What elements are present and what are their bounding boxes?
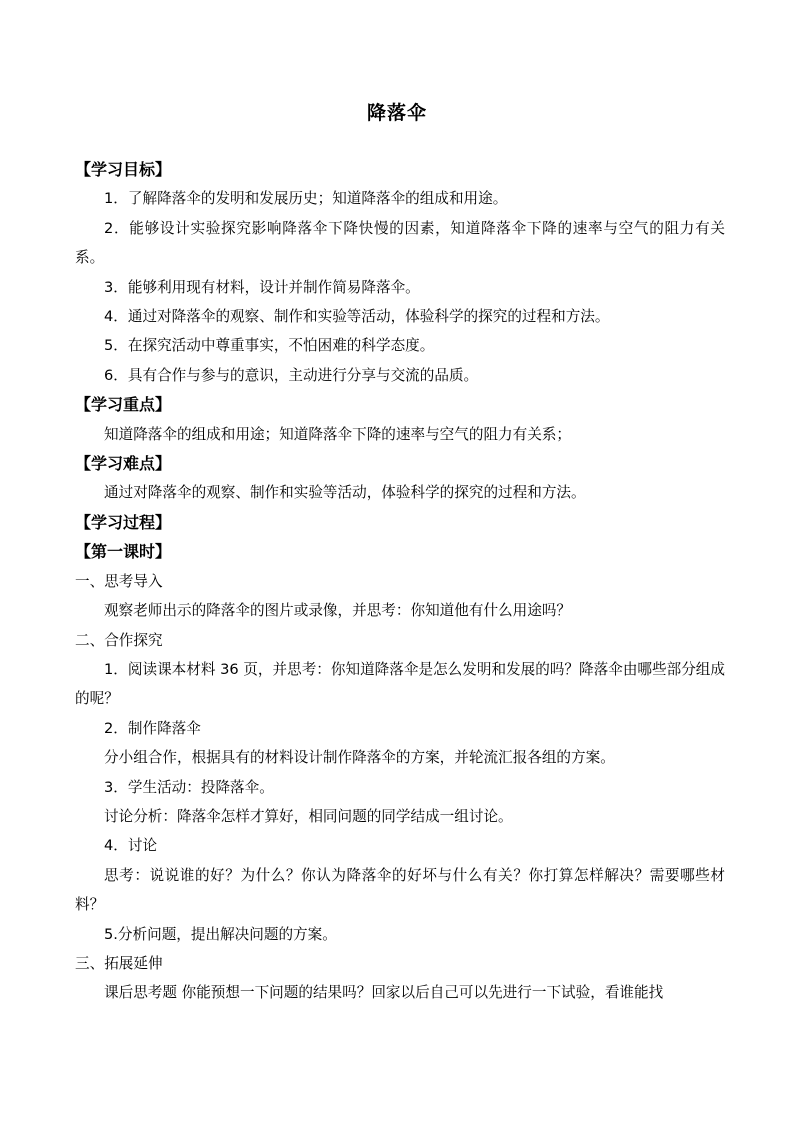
part2-item: 1．阅读课本材料 36 页，并思考：你知道降落伞是怎么发明和发展的吗？降落伞由哪些部分组成的呢？ <box>75 660 725 708</box>
part2-item-text: 讨论分析：降落伞怎样才算好，相同问题的同学结成一组讨论。 <box>104 807 513 825</box>
part2-item-text: 思考：说说谁的好？为什么？你认为降落伞的好坏与什么有关？你打算怎样解决？需要哪些材料？ <box>75 866 725 914</box>
objective-item: 6．具有合作与参与的意识，主动进行分享与交流的品质。 <box>104 366 479 384</box>
document-body <box>75 155 725 1008</box>
part3-heading: 三、拓展延伸 <box>75 954 163 972</box>
objective-item: 4．通过对降落伞的观察、制作和实验等活动，体验科学的探究的过程和方法。 <box>104 308 610 326</box>
process-heading: 【学习过程】 <box>75 512 172 532</box>
key-points-heading: 【学习重点】 <box>75 395 172 415</box>
objectives-heading: 【学习目标】 <box>75 160 172 179</box>
objective-item: 3．能够利用现有材料，设计并制作简易降落伞。 <box>104 278 420 296</box>
part1-heading: 一、思考导入 <box>75 572 163 590</box>
part1-text: 观察老师出示的降落伞的图片或录像，并思考：你知道他有什么用途吗？ <box>104 602 572 620</box>
part2-item: 2．制作降落伞 <box>104 719 201 737</box>
part2-item-text: 分小组合作，根据具有的材料设计制作降落伞的方案，并轮流汇报各组的方案。 <box>104 749 615 767</box>
part2-item: 4．讨论 <box>104 837 158 855</box>
objective-item: 1．了解降落伞的发明和发展历史；知道降落伞的组成和用途。 <box>104 190 508 208</box>
difficulties-text: 通过对降落伞的观察、制作和实验等活动，体验科学的探究的过程和方法。 <box>104 484 586 502</box>
part2-item: 3．学生活动：投降落伞。 <box>104 778 274 796</box>
part2-heading: 二、合作探究 <box>75 631 163 649</box>
lesson1-heading: 【第一课时】 <box>75 542 172 562</box>
difficulties-heading: 【学习难点】 <box>75 454 172 474</box>
document-title: 降落伞 <box>366 102 427 124</box>
part2-item: 5.分析问题，提出解决问题的方案。 <box>104 925 337 943</box>
key-points-text: 知道降落伞的组成和用途；知道降落伞下降的速率与空气的阻力有关系； <box>104 425 572 443</box>
objective-item: 2．能够设计实验探究影响降落伞下降快慢的因素，知道降落伞下降的速率与空气的阻力有关系。 <box>75 219 725 267</box>
objective-item: 5．在探究活动中尊重事实，不怕困难的科学态度。 <box>104 337 435 355</box>
part3-text: 课后思考题 你能预想一下问题的结果吗？回家以后自己可以先进行一下试验，看谁能找 <box>104 984 664 1002</box>
